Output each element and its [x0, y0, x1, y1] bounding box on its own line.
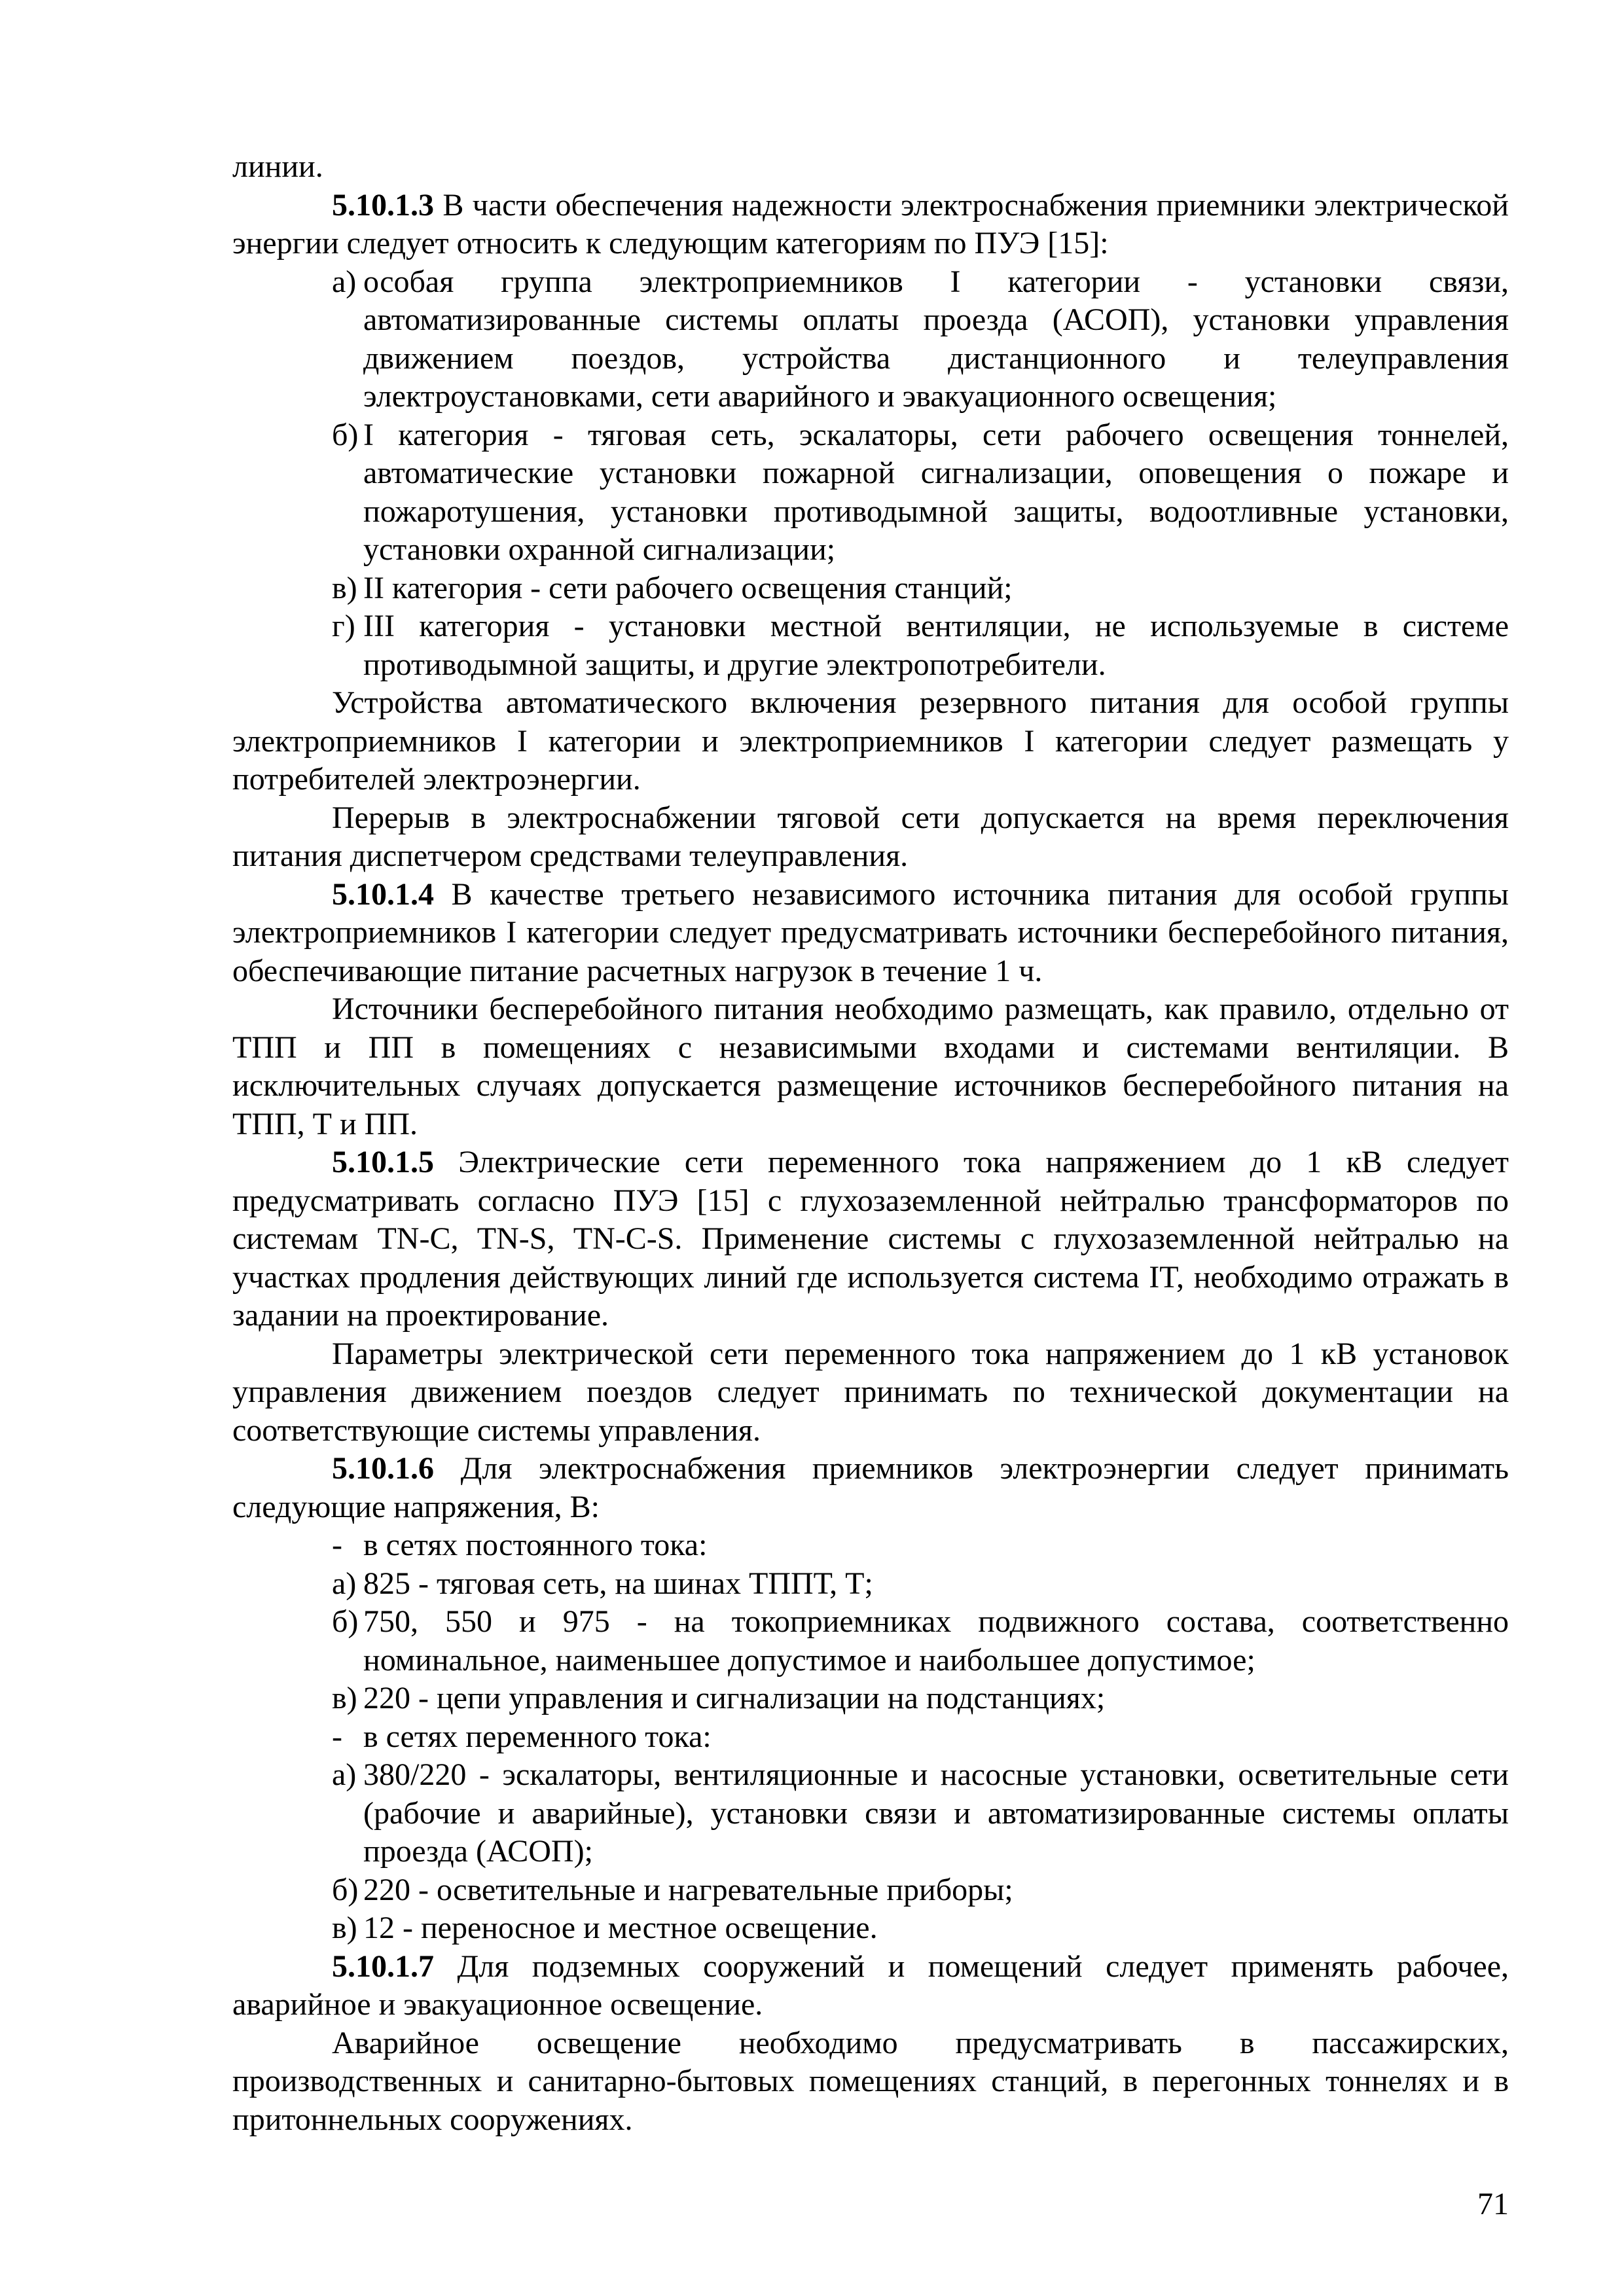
list-heading-dc: [232, 1526, 1509, 1565]
paragraph: Источники бесперебойного питания необходимо размещать, как правило, отдельно от ТПП и ПП в помещениях с независимыми входами и системами вентиляции. В исключительных случаях допускается размещение источников бесперебойного питания на ТПП, Т и ПП.: [232, 992, 1509, 1141]
dash-marker: -: [332, 1528, 342, 1562]
list-item: [232, 1909, 1509, 1948]
list-item: [232, 569, 1509, 608]
paragraph: Перерыв в электроснабжении тяговой сети допускается на время переключения питания диспетчером средствами телеуправления.: [232, 800, 1509, 873]
list-heading-text: в сетях переменного тока:: [363, 1719, 712, 1754]
list-marker: в): [332, 570, 357, 605]
list-item: [232, 1603, 1509, 1679]
list-item: [232, 1679, 1509, 1718]
list-marker: б): [332, 1604, 359, 1639]
list-item: [232, 1756, 1509, 1871]
list-marker: в): [332, 1910, 357, 1945]
list-item: [232, 607, 1509, 684]
clause-5-10-1-7: [232, 1948, 1509, 2024]
clause-5-10-1-3: [232, 187, 1509, 263]
list-item-text: I категория - тяговая сеть, эскалаторы, сети рабочего освещения тоннелей, автоматические установки пожарной сигнализации, оповещения о пожаре и пожаротушения, установки противодымной защиты, водоотливные установки, установки охранной сигнализации;: [363, 417, 1509, 567]
list-marker: а): [332, 1566, 357, 1601]
list-marker: б): [332, 1872, 359, 1907]
list-item-text: особая группа электроприемников I категории - установки связи, автоматизированные системы оплаты проезда (АСОП), установки управления движением поездов, устройства дистанционного и телеуправления электроустановками, сети аварийного и эвакуационного освещения;: [363, 264, 1509, 414]
list-item: [232, 1871, 1509, 1910]
list-item-text: 220 - цепи управления и сигнализации на подстанциях;: [363, 1681, 1106, 1715]
clause-number: 5.10.1.5: [332, 1145, 434, 1179]
list-item: [232, 416, 1509, 569]
list-marker: г): [332, 609, 355, 643]
list-item: [232, 1565, 1509, 1604]
clause-text: Электрические сети переменного тока напряжением до 1 кВ следует предусматривать согласно ПУЭ [15] с глухозаземленной нейтралью трансформаторов по системам TN-C, TN-S, TN-C-S. Применение системы с глухозаземленной нейтралью на участках продления действующих линий где используется система IT, необходимо отражать в задании на проектирование.: [232, 1145, 1509, 1333]
list-heading-ac: [232, 1718, 1509, 1757]
list-item-text: 380/220 - эскалаторы, вентиляционные и насосные установки, осветительные сети (рабочие и аварийные), установки связи и автоматизированные системы оплаты проезда (АСОП);: [363, 1757, 1509, 1869]
clause-5-10-1-6: [232, 1450, 1509, 1526]
clause-number: 5.10.1.7: [332, 1948, 434, 1984]
paragraph: Аварийное освещение необходимо предусматривать в пассажирских, производственных и санитарно-бытовых помещениях станций, в перегонных тоннелях и в притоннельных сооружениях.: [232, 2025, 1509, 2137]
paragraph: Параметры электрической сети переменного тока напряжением до 1 кВ установок управления движением поездов следует принимать по технической документации на соответствующие системы управления.: [232, 1336, 1509, 1448]
list-heading-text: в сетях постоянного тока:: [363, 1528, 708, 1562]
list-item-text: 12 - переносное и местное освещение.: [363, 1910, 878, 1945]
list-item-text: 220 - осветительные и нагревательные приборы;: [363, 1872, 1013, 1907]
dash-marker: -: [332, 1719, 342, 1754]
list-marker: б): [332, 417, 359, 452]
continuation-line: линии.: [232, 149, 323, 184]
clause-5-10-1-4: [232, 876, 1509, 991]
list-item-text: II категория - сети рабочего освещения станций;: [363, 570, 1013, 605]
list-item-text: 825 - тяговая сеть, на шинах ТППТ, Т;: [363, 1566, 873, 1601]
list-item: [232, 263, 1509, 416]
page-number: 71: [1477, 2187, 1509, 2221]
list-item-text: III категория - установки местной вентиляции, не используемые в системе противодымной защиты, и другие электропотребители.: [363, 609, 1509, 682]
clause-text: В части обеспечения надежности электроснабжения приемники электрической энергии следует относить к следующим категориям по ПУЭ [15]:: [232, 187, 1509, 260]
clause-text: В качестве третьего независимого источника питания для особой группы электроприемников I категории следует предусматривать источники бесперебойного питания, обеспечивающие питание расчетных нагрузок в течение 1 ч.: [232, 876, 1509, 988]
clause-text: Для электроснабжения приемников электроэнергии следует принимать следующие напряжения, В:: [232, 1451, 1509, 1524]
list-marker: в): [332, 1681, 357, 1715]
clause-text: Для подземных сооружений и помещений следует применять рабочее, аварийное и эвакуационное освещение.: [232, 1948, 1509, 2022]
clause-number: 5.10.1.3: [332, 187, 434, 223]
document-page: [232, 148, 1509, 2139]
clause-number: 5.10.1.6: [332, 1451, 434, 1486]
list-marker: а): [332, 264, 357, 299]
paragraph: Устройства автоматического включения резервного питания для особой группы электроприемников I категории и электроприемников I категории следует размещать у потребителей электроэнергии.: [232, 685, 1509, 797]
clause-5-10-1-5: [232, 1143, 1509, 1335]
clause-number: 5.10.1.4: [332, 876, 434, 912]
list-marker: а): [332, 1757, 357, 1792]
list-item-text: 750, 550 и 975 - на токоприемниках подвижного состава, соответственно номинальное, наименьшее допустимое и наибольшее допустимое;: [363, 1604, 1509, 1677]
